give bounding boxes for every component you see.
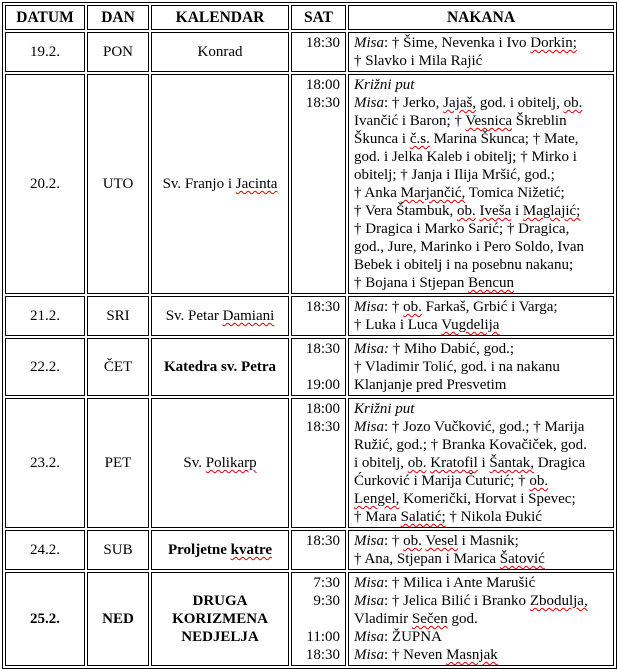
kalendar-cell (151, 74, 289, 294)
dan-value: PON (102, 44, 133, 60)
text-segment: : † Jerko, (384, 95, 444, 111)
column-header-kalendar: KALENDAR (151, 5, 289, 30)
text-line (155, 628, 285, 646)
text-segment: Jajaš, (443, 95, 477, 111)
dan-cell (87, 398, 149, 528)
sat-cell (291, 32, 346, 72)
text-line (354, 490, 611, 508)
text-segment: god. i obitelj, (476, 95, 564, 111)
text-segment: NEDJELJA (181, 629, 259, 645)
text-segment: Salatić; (400, 509, 446, 525)
column-header-nakana: NAKANA (348, 5, 614, 30)
datum-cell (5, 398, 85, 528)
text-segment: Misa (354, 35, 384, 51)
datum-value: 21.2. (30, 308, 60, 324)
dan-value: NED (102, 611, 134, 627)
text-line (354, 34, 611, 52)
text-line (354, 202, 611, 220)
datum-value: 19.2. (30, 44, 60, 60)
text-segment: : † Jelica Bilić i Branko (384, 593, 530, 609)
text-segment: Vugdelija (441, 317, 500, 333)
text-segment: i (511, 203, 523, 219)
text-segment: Vladimir (354, 611, 412, 627)
datum-value: 25.2. (30, 611, 60, 627)
text-line (354, 112, 611, 130)
text-line: 18:30 (305, 533, 340, 549)
datum-value: 20.2. (30, 176, 60, 192)
text-line (354, 628, 611, 646)
text-segment: Zbodulja, (529, 593, 588, 609)
text-segment: Ćurković i Marija Čuturić; † (354, 473, 530, 489)
text-line: 18:00 (305, 77, 340, 93)
text-line (354, 94, 611, 112)
nakana-cell (348, 398, 614, 528)
dan-cell (87, 338, 149, 396)
text-line: 18:30 (305, 299, 340, 315)
text-segment: ob. (529, 473, 549, 489)
datum-value: 22.2. (30, 359, 60, 375)
text-segment: god. i Jelka Kaleb i obitelj; † Mirko i (354, 149, 577, 165)
text-line: 18:30 (305, 95, 340, 111)
schedule-table (2, 2, 617, 669)
text-segment: Masnjak (446, 647, 498, 663)
text-segment: č.s. (409, 131, 430, 147)
datum-value: 23.2. (30, 455, 60, 471)
datum-cell (5, 32, 85, 72)
text-segment: Misa: (354, 341, 389, 357)
text-segment: Šantak, (489, 455, 534, 471)
text-segment: Proljetne (167, 542, 231, 558)
text-line: 18:30 (305, 341, 340, 357)
text-segment: Vesnica (465, 113, 513, 129)
text-line (354, 316, 611, 334)
dan-value: ČET (103, 359, 133, 375)
text-segment: god. (447, 611, 478, 627)
dan-value: SRI (106, 308, 130, 324)
text-segment: Šatović (499, 551, 545, 567)
text-segment: Lengel, (354, 491, 400, 507)
text-segment: Sečen (411, 611, 448, 627)
text-line (155, 175, 285, 193)
text-line (295, 610, 340, 628)
text-segment: KORIZMENA (172, 611, 268, 627)
text-segment: i (477, 455, 490, 471)
text-segment: † Mara (354, 509, 401, 525)
text-line (354, 376, 611, 394)
nakana-cell (348, 296, 614, 336)
text-line (354, 298, 611, 316)
kalendar-cell (151, 296, 289, 336)
text-segment: ob. (457, 203, 476, 219)
text-segment: ob. (403, 299, 422, 315)
text-line (354, 400, 611, 418)
text-line (155, 592, 285, 610)
text-segment: † Luka i Luca (354, 317, 442, 333)
text-segment: Misa (354, 299, 384, 315)
text-segment: i obitelj, (354, 455, 408, 471)
text-line: 9:30 (313, 593, 340, 609)
sat-cell (291, 572, 346, 666)
text-line (354, 340, 611, 358)
text-segment: Misa (354, 593, 384, 609)
sat-cell (291, 74, 346, 294)
text-segment: † Vladimir Tolić, god. i na nakanu (354, 359, 560, 375)
text-line: 19:00 (305, 377, 340, 393)
text-segment: † Dragica i Marko Sarić; † Dragica, (354, 221, 570, 237)
text-segment: Misa (354, 95, 384, 111)
text-segment: Ružić, god.; † Branka Kovačiček, god. (354, 437, 587, 453)
schedule-table-body (5, 32, 614, 666)
text-line (354, 220, 611, 238)
text-line (354, 256, 611, 274)
kalendar-cell (151, 572, 289, 666)
text-segment: Iveša (479, 203, 512, 219)
text-segment: † Miho Dabić, god.; (389, 341, 514, 357)
text-line (354, 130, 611, 148)
text-segment: Konrad (197, 44, 243, 60)
text-line (354, 358, 611, 376)
text-segment: ob. (563, 95, 583, 111)
dan-value: PET (104, 455, 132, 471)
sat-cell (291, 338, 346, 396)
table-row (5, 296, 614, 336)
text-line (155, 610, 285, 628)
text-segment: Misa (354, 575, 384, 591)
text-segment: Marina Škunca; † Mate, (429, 131, 579, 147)
text-line (354, 574, 611, 592)
text-segment: Dorkin; (530, 35, 577, 51)
text-line (354, 646, 611, 664)
text-segment: DRUGA (192, 593, 248, 609)
text-segment: : ŽUPNA (384, 629, 442, 645)
text-line (354, 238, 611, 256)
text-segment: Sv. Petar (165, 308, 223, 324)
datum-cell (5, 572, 85, 666)
text-segment: Bebek i obitelj i na posebnu nakanu; (354, 257, 574, 273)
sat-cell (291, 530, 346, 570)
text-segment: Dragica (533, 455, 586, 471)
text-segment: Vesel (425, 533, 458, 549)
text-line: 7:30 (313, 575, 340, 591)
table-row (5, 530, 614, 570)
text-line (354, 508, 611, 526)
text-line (295, 358, 340, 376)
text-segment: ob. (403, 533, 422, 549)
text-segment: Jacinta (235, 176, 278, 192)
sat-cell (291, 296, 346, 336)
text-segment: Sv. Franjo i (162, 176, 236, 192)
nakana-cell (348, 572, 614, 666)
nakana-cell (348, 74, 614, 294)
text-line (155, 307, 285, 325)
text-segment: Marjančić, (400, 185, 466, 201)
table-row (5, 32, 614, 72)
text-segment: obitelj; † Janja i Ilija Mršić, god.; (354, 167, 555, 183)
text-line (354, 472, 611, 490)
text-line: 18:30 (305, 35, 340, 51)
text-segment: Maglajić; (522, 203, 581, 219)
text-segment: Križni put (354, 401, 415, 417)
nakana-cell (348, 338, 614, 396)
text-line (354, 148, 611, 166)
datum-cell (5, 338, 85, 396)
dan-cell (87, 572, 149, 666)
datum-value: 24.2. (30, 542, 60, 558)
text-segment: Bencun (468, 275, 514, 291)
text-segment: Klanjanje pred Presvetim (354, 377, 507, 393)
text-segment: : † Jozo Vučković, god.; † Marija (384, 419, 585, 435)
text-line (354, 610, 611, 628)
table-row (5, 338, 614, 396)
text-segment: Polikarp (205, 455, 257, 471)
sat-cell (291, 398, 346, 528)
text-line: 18:30 (305, 419, 340, 435)
datum-cell (5, 296, 85, 336)
nakana-cell (348, 530, 614, 570)
text-segment: Komerički, Horvat i Spevec; (399, 491, 576, 507)
text-segment: Misa (354, 629, 384, 645)
text-segment: ob. (407, 455, 427, 471)
dan-cell (87, 296, 149, 336)
text-segment: † Nikola Đukić (445, 509, 542, 525)
table-row (5, 74, 614, 294)
text-segment: : † (384, 299, 404, 315)
text-line (354, 532, 611, 550)
text-line: 18:30 (305, 647, 340, 663)
kalendar-cell (151, 398, 289, 528)
text-line (354, 550, 611, 568)
text-line (354, 52, 611, 70)
text-segment: Farkaš, Grbić i Varga; (421, 299, 558, 315)
text-line (354, 436, 611, 454)
text-segment: † Vera Štambuk, (354, 203, 458, 219)
column-header-datum: DATUM (5, 5, 85, 30)
kalendar-cell (151, 338, 289, 396)
datum-cell (5, 74, 85, 294)
text-line (155, 43, 285, 61)
text-line (155, 541, 285, 559)
column-header-sat: SAT (291, 5, 346, 30)
dan-cell (87, 530, 149, 570)
nakana-cell (348, 32, 614, 72)
column-header-dan: DAN (87, 5, 149, 30)
text-segment: † Anka (354, 185, 401, 201)
text-line: 18:00 (305, 401, 340, 417)
dan-cell (87, 32, 149, 72)
text-segment: i Masnik; (457, 533, 519, 549)
text-line (354, 76, 611, 94)
text-segment: Sv. (183, 455, 206, 471)
text-segment: Misa (354, 419, 384, 435)
text-segment: Križni put (354, 77, 415, 93)
text-line (155, 358, 285, 376)
text-segment: Katedra sv. Petra (163, 359, 277, 375)
table-header (5, 5, 614, 30)
text-line: 11:00 (306, 629, 340, 645)
text-segment: Misa (354, 647, 384, 663)
text-segment: kvatre (230, 542, 272, 558)
text-segment: Damiani (222, 308, 275, 324)
text-segment: Tomica Nižetić; (465, 185, 565, 201)
text-line (354, 166, 611, 184)
text-segment: Kratofil (430, 455, 478, 471)
text-line (354, 454, 611, 472)
text-line (354, 184, 611, 202)
text-segment: : † Šime, Nevenka i Ivo (384, 35, 531, 51)
dan-value: SUB (103, 542, 133, 558)
kalendar-cell (151, 32, 289, 72)
text-segment: † Bojana i Stjepan (354, 275, 469, 291)
text-segment: Misa (354, 533, 384, 549)
text-segment: god., Jure, Marinko i Pero Soldo, Ivan (354, 239, 584, 255)
text-line (354, 592, 611, 610)
text-segment: Škreblin (512, 113, 567, 129)
dan-cell (87, 74, 149, 294)
dan-value: UTO (102, 176, 134, 192)
text-line (354, 418, 611, 436)
text-segment: : † (384, 533, 404, 549)
text-segment: Škunca i (354, 131, 410, 147)
text-segment: Ivančić i Baron; † (354, 113, 466, 129)
text-line (155, 454, 285, 472)
text-segment: † Ana, Stjepan i Marica (354, 551, 500, 567)
datum-cell (5, 530, 85, 570)
table-row (5, 572, 614, 666)
text-segment: : † Neven (384, 647, 447, 663)
kalendar-cell (151, 530, 289, 570)
text-line (354, 274, 611, 292)
text-segment: † Slavko i Mila Rajić (354, 53, 483, 69)
header-row (5, 5, 614, 30)
table-row (5, 398, 614, 528)
text-segment: : † Milica i Ante Marušić (384, 575, 536, 591)
